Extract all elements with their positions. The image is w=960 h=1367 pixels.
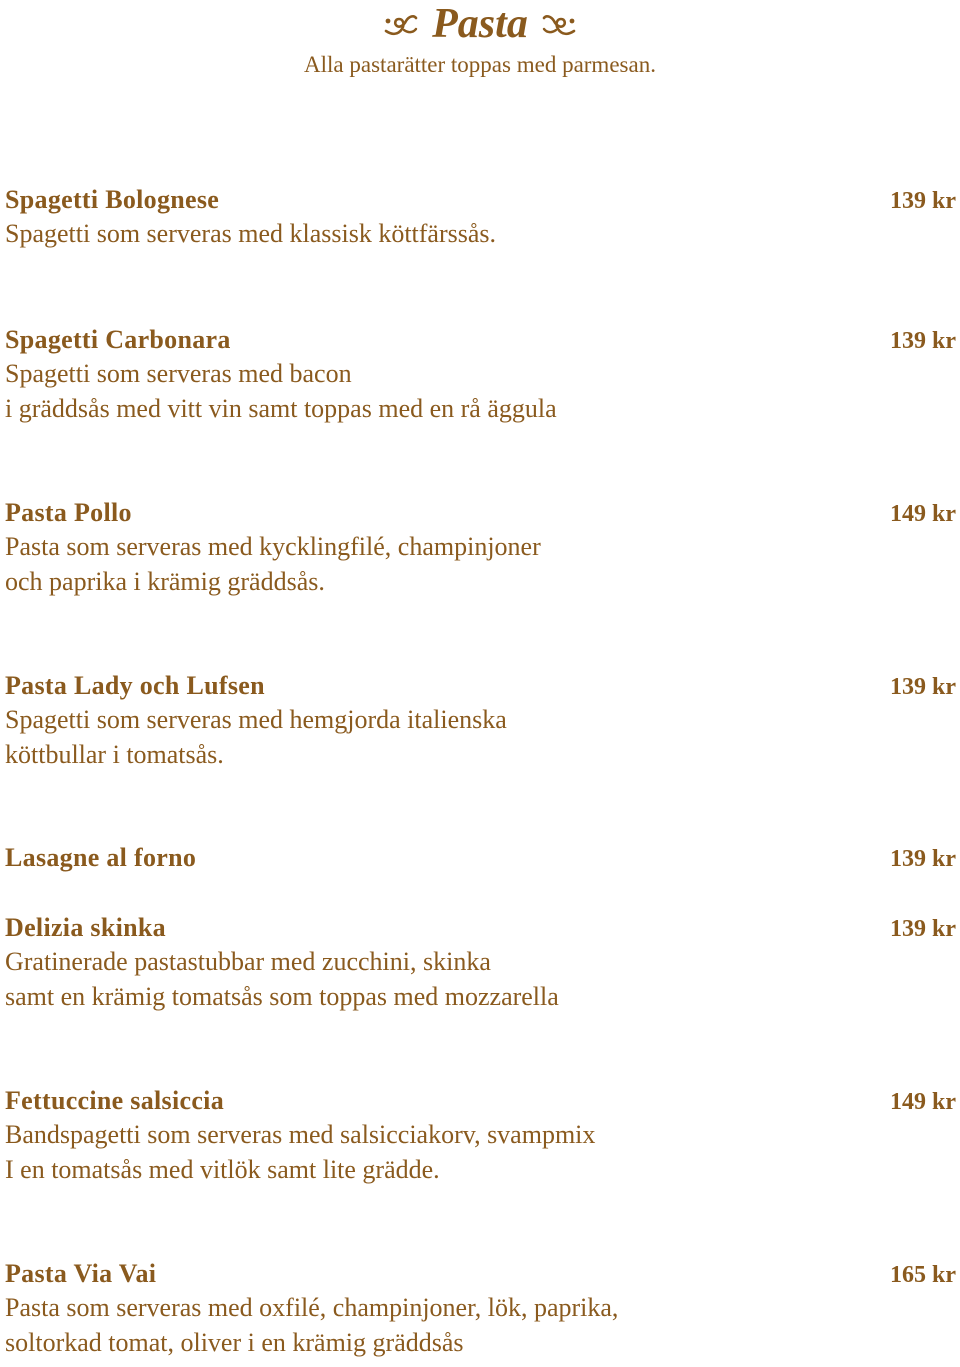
menu-item xyxy=(5,183,956,252)
menu-item xyxy=(5,841,956,875)
menu-item-description: Spagetti som serveras med bacon xyxy=(5,359,352,388)
menu-item-description: samt en krämig tomatsås som toppas med mozzarella xyxy=(5,981,559,1011)
menu-item-description: Spagetti som serveras med klassisk köttfärssås. xyxy=(5,219,497,248)
menu-item-description: köttbullar i tomatsås. xyxy=(5,739,224,769)
menu-item-price: 139 kr xyxy=(890,916,956,942)
menu-item-header xyxy=(5,496,956,530)
right-flourish-icon xyxy=(542,9,576,39)
menu-item-price: 149 kr xyxy=(890,1089,956,1115)
menu-item xyxy=(5,1257,956,1360)
menu-item-header xyxy=(5,1084,956,1118)
menu-item-header xyxy=(5,669,956,703)
page-subtitle: Alla pastarätter toppas med parmesan. xyxy=(304,52,656,77)
menu-item-price: 139 kr xyxy=(890,846,956,872)
menu-item-price: 139 kr xyxy=(890,188,956,214)
menu-item-price: 139 kr xyxy=(890,674,956,700)
left-flourish-icon xyxy=(384,9,418,39)
menu-item-description: Pasta som serveras med oxfilé, champinjoner, lök, paprika, xyxy=(5,1293,619,1322)
menu-item-description: I en tomatsås med vitlök samt lite grädde. xyxy=(5,1154,440,1184)
menu-item-price: 165 kr xyxy=(890,1262,956,1288)
menu-item xyxy=(5,1084,956,1187)
menu-item-price: 139 kr xyxy=(890,328,956,354)
menu-item-header xyxy=(5,1257,956,1291)
menu-item-description: Spagetti som serveras med hemgjorda italienska xyxy=(5,705,507,734)
menu-item-header xyxy=(5,911,956,945)
menu-item xyxy=(5,323,956,426)
menu-item-description: i gräddsås med vitt vin samt toppas med en rå äggula xyxy=(5,393,557,423)
page-title: Pasta xyxy=(432,1,528,47)
title-row xyxy=(0,0,960,48)
menu-item-name: Lasagne al forno xyxy=(5,843,197,872)
menu-item xyxy=(5,669,956,772)
menu-item-name: Spagetti Carbonara xyxy=(5,325,231,354)
menu-item-description: och paprika i krämig gräddsås. xyxy=(5,566,325,596)
menu-item-name: Spagetti Bolognese xyxy=(5,185,220,214)
menu-item-description: Bandspagetti som serveras med salsicciakorv, svampmix xyxy=(5,1120,596,1149)
menu-item-name: Delizia skinka xyxy=(5,913,166,942)
menu-item-name: Pasta Via Vai xyxy=(5,1259,157,1288)
menu-item-name: Pasta Pollo xyxy=(5,498,132,527)
menu-item-name: Fettuccine salsiccia xyxy=(5,1086,224,1115)
menu-item xyxy=(5,911,956,1014)
menu-item-header xyxy=(5,183,956,217)
menu-item-price: 149 kr xyxy=(890,501,956,527)
menu-item-header xyxy=(5,841,956,875)
menu-item xyxy=(5,496,956,599)
menu-item-header xyxy=(5,323,956,357)
menu-item-description: Pasta som serveras med kycklingfilé, champinjoner xyxy=(5,532,541,561)
menu-item-name: Pasta Lady och Lufsen xyxy=(5,671,265,700)
menu-item-description: Gratinerade pastastubbar med zucchini, skinka xyxy=(5,947,491,976)
menu-item-description: soltorkad tomat, oliver i en krämig gräddsås xyxy=(5,1327,464,1357)
